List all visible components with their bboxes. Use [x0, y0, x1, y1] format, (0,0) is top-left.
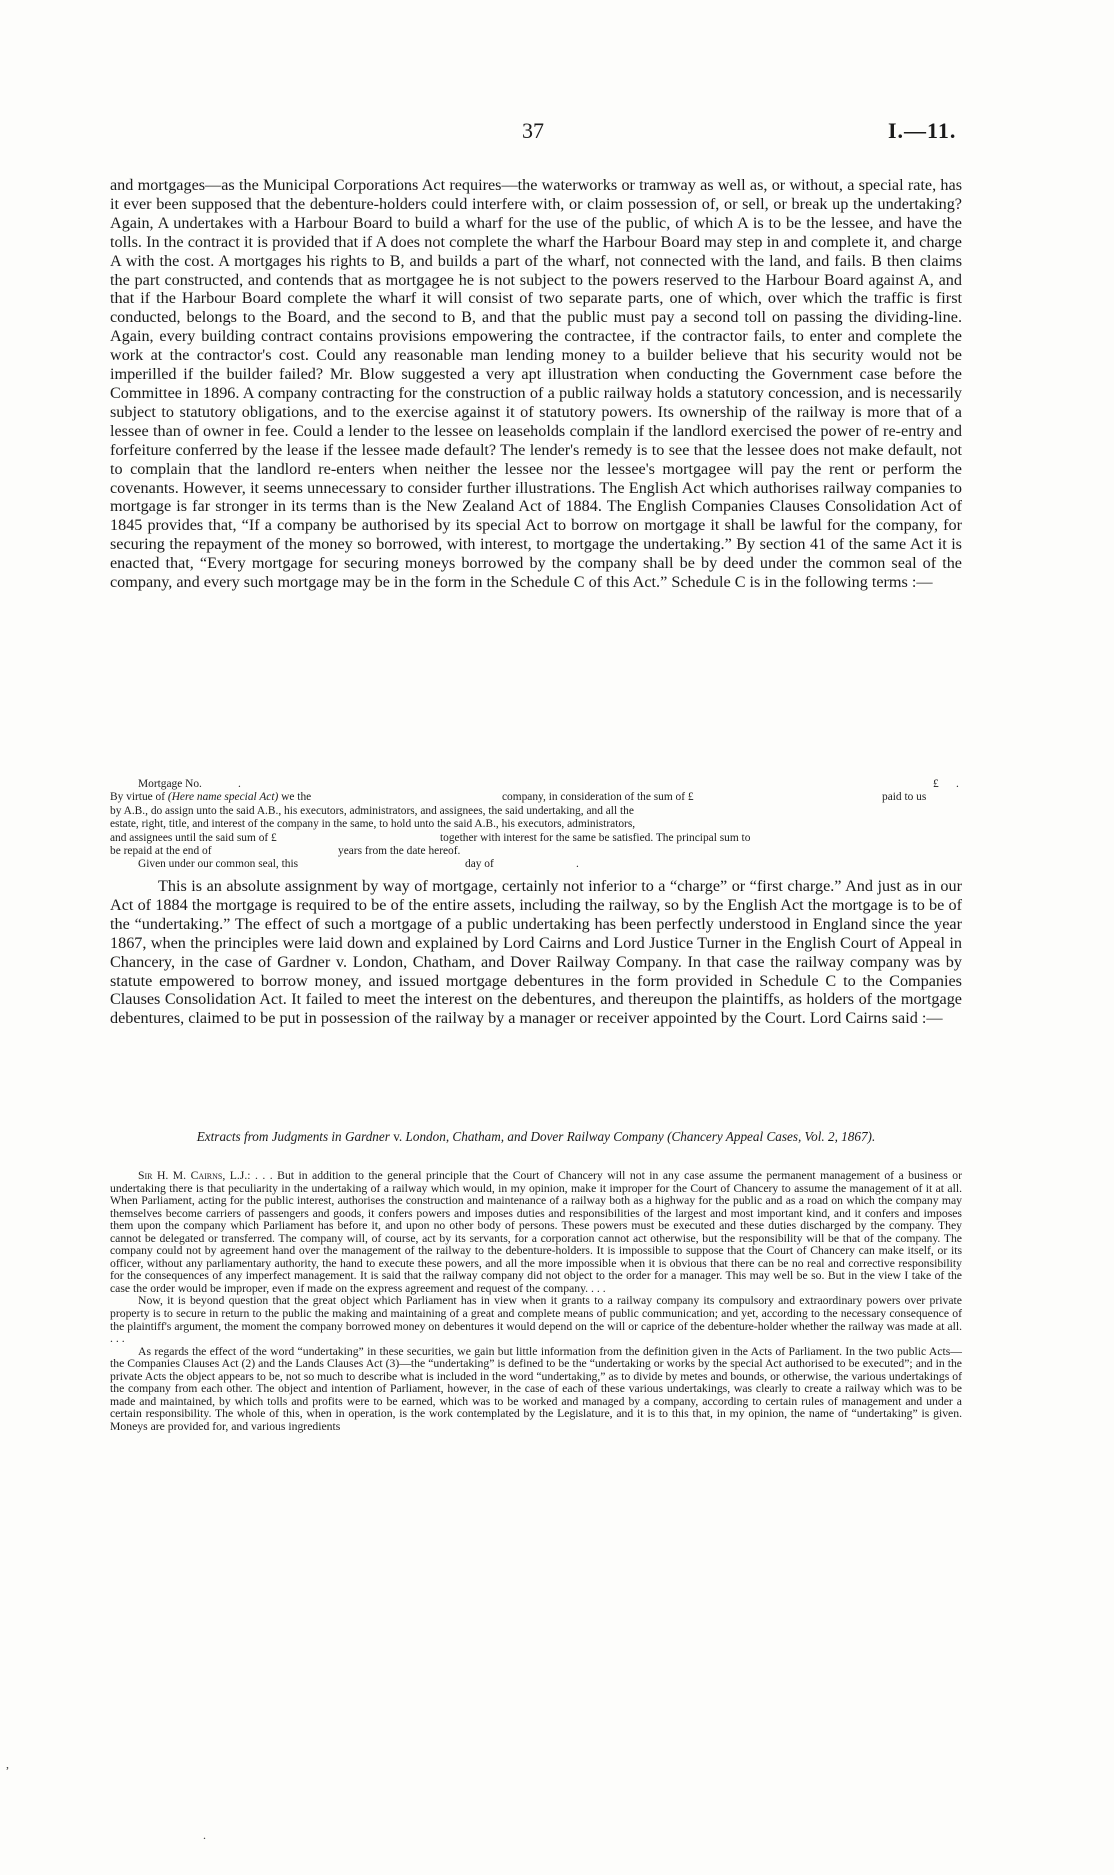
- body-paragraph-2: [110, 877, 962, 1028]
- schedule-line: By virtue of (Here name special Act) we the company, in consideration of the sum of £ paid to us: [110, 791, 927, 804]
- paragraph-text: This is an absolute assignment by way of mortgage, certainly not inferior to a “charge” or “first charge.” And just as in our Act of 1884 the mortgage is required to be of the entire assets, including the railway, so by the English Act the mortgage is to be of the “undertaking.” The effect of such a mortgage of a public undertaking has been perfectly understood in England since the year 1867, when the principles were laid down and explained by Lord Cairns and Lord Justice Turner in the English Court of Appeal in Chancery, in the case of Gardner v. London, Chatham, and Dover Railway Company. In that case the railway company was by statute empowered to borrow money, and issued mortgage debentures in the form provided in Schedule C to the Companies Clauses Consolidation Act. It failed to meet the interest on the debentures, and thereupon the plaintiffs, as holders of the mortgage debentures, claimed to be put in possession of the railway by a manager or receiver appointed by the Court. Lord Cairns said :—: [110, 877, 962, 1028]
- margin-mark: .: [203, 1828, 206, 1842]
- schedule-line: and assignees until the said sum of £ together with interest for the same be satisfied. The principal sum to: [110, 831, 751, 844]
- margin-mark: ,: [6, 1757, 9, 1771]
- extract-paragraph: Now, it is beyond question that the great object which Parliament has in view when it grants to a railway company its compulsory and extraordinary powers over private property is to secure in return to the public the making and maintaining of a great and complete means of public communication; and yet, according to the necessary consequence of the plaintiff's argument, the moment the company borrowed money on debentures it would depend on the will or caprice of the debenture-holder whether the railway was made at all. . . .: [110, 1294, 962, 1346]
- extract-paragraph: As regards the effect of the word “undertaking” in these securities, we gain but little information from the definition given in the Acts of Parliament. In the two public Acts—the Companies Clauses Act (2) and the Lands Clauses Act (3)—the “undertaking” is defined to be the “undertaking or works by the special Act authorised to be executed”; and in the private Acts the object appears to be, not so much to describe what is included in the word “undertaking,” as to divide by metes and bounds, or otherwise, the various undertakings of the company from each other. The object and intention of Parliament, however, in the case of each of these various undertakings, was clearly to create a railway which was to be made and maintained, by which tolls and profits were to be earned, which was to be worked and managed by a company, according to certain rules of management and under a certain responsibility. The whole of this, when in operation, is the work contemplated by the Legislature, and it is to this that, in my opinion, the name of “undertaking” is given. Moneys are provided for, and various ingredients: [110, 1344, 962, 1433]
- body-paragraph-1: [110, 176, 962, 592]
- schedule-line: Given under our common seal, this day of .: [138, 858, 579, 871]
- schedule-c-form: [110, 778, 962, 872]
- extract-caption: Extracts from Judgments in Gardner v. London, Chatham, and Dover Railway Company (Chancery Appeal Cases, Vol. 2, 1867).: [196, 1129, 876, 1144]
- schedule-line: be repaid at the end of years from the date hereof.: [110, 844, 461, 857]
- page-header: [0, 118, 1114, 148]
- schedule-line: estate, right, title, and interest of the company in the same, to hold unto the said A.B., his executors, administrators,: [110, 818, 636, 831]
- page-number: 37: [522, 118, 544, 143]
- schedule-line: by A.B., do assign unto the said A.B., his executors, administrators, and assignees, the said undertaking, and all the: [110, 804, 634, 817]
- speaker-name: Sir H. M. Cairns, L.J.:: [138, 1169, 251, 1182]
- judgment-extract: [110, 1170, 962, 1433]
- paragraph-text: and mortgages—as the Municipal Corporations Act requires—the waterworks or tramway as well as, or without, a special rate, has it ever been supposed that the debenture-holders could interfere with, or claim possession of, or sell, or break up the undertaking? Again, A undertakes with a Harbour Board to build a wharf for the use of the public, of which A is to be the lessee, and have the tolls. In the contract it is provided that if A does not complete the wharf the Harbour Board may step in and complete it, and charge A with the cost. A mortgages his rights to B, and builds a part of the wharf, not connected with the land, and fails. B then claims the part constructed, and contends that as mortgagee he is not subject to the powers reserved to the Harbour Board against A, and that if the Harbour Board complete the wharf it will consist of two separate parts, one of which, over which the traffic is first conducted, belongs to the Board, and the second to B, and that the public must pay a second toll on passing the dividing-line. Again, every building contract contains provisions empowering the contractee, if the contractor fails, to enter and complete the work at the contractor's cost. Could any reasonable man lending money to a builder believe that his security would not be imperilled if the builder failed? Mr. Blow suggested a very apt illustration when conducting the Government case before the Committee in 1896. A company contracting for the construction of a public railway holds a statutory concession, and is necessarily subject to statutory obligations, and to the exercise against it of statutory powers. Its ownership of the railway is more that of a lessee than of owner in fee. Could a lender to the lessee on leaseholds complain if the landlord exercised the power of re-entry and forfeiture conferred by the lease if the lessee made default? The lender's remedy is to see that the lessee does not make default, not to complain that the landlord re-enters when neither the lessee nor the lessee's mortgagee will pay the rent or perform the covenants. However, it seems unnecessary to consider further illustrations. The English Act which authorises railway companies to mortgage is far stronger in its terms than is the New Zealand Act of 1884. The English Companies Clauses Consolidation Act of 1845 provides that, “If a company be authorised by its special Act to borrow on mortgage it shall be lawful for the company, for securing the repayment of the money so borrowed, with interest, to mortgage the undertaking.” By section 41 of the same Act it is enacted that, “Every mortgage for securing moneys borrowed by the company shall be by deed under the common seal of the company, and every such mortgage may be in the form in the Schedule C of this Act.” Schedule C is in the following terms :—: [110, 176, 962, 592]
- schedule-line: Mortgage No. . £ .: [138, 778, 959, 790]
- extract-paragraph: Sir H. M. Cairns, L.J.: . . . But in addition to the general principle that the Court of Chancery will not in any case assume the permanent management of a business or undertaking there is that peculiarity in the undertaking of a railway which would, in my opinion, make it improper for the Court of Chancery to assume the management of it at all. When Parliament, acting for the public interest, authorises the construction and maintenance of a railway both as a highway for the public and as a road on which the company may themselves become carriers of passengers and goods, it confers powers and imposes duties and responsibilities of the largest and most important kind, and it confers and imposes them upon the company which Parliament has before it, and upon no other body of persons. These powers must be executed and these duties discharged by the company. They cannot be delegated or transferred. The company will, of course, act by its servants, for a corporation cannot act otherwise, but the responsibility will be that of the company. The company could not by agreement hand over the management of the railway to the debenture-holders. It is impossible to suppose that the Court of Chancery can make itself, or its officer, without any parliamentary authority, the hand to execute these powers, and all the more impossible when it is obvious that there can be no real and corrective responsibility for the consequences of any imperfect management. It is said that the railway company did not object to the order for a manager. This may well be so. But in the view I take of the case the order would be improper, even if made on the express agreement and request of the company. . . .: [110, 1169, 962, 1295]
- document-reference: I.—11.: [888, 118, 957, 143]
